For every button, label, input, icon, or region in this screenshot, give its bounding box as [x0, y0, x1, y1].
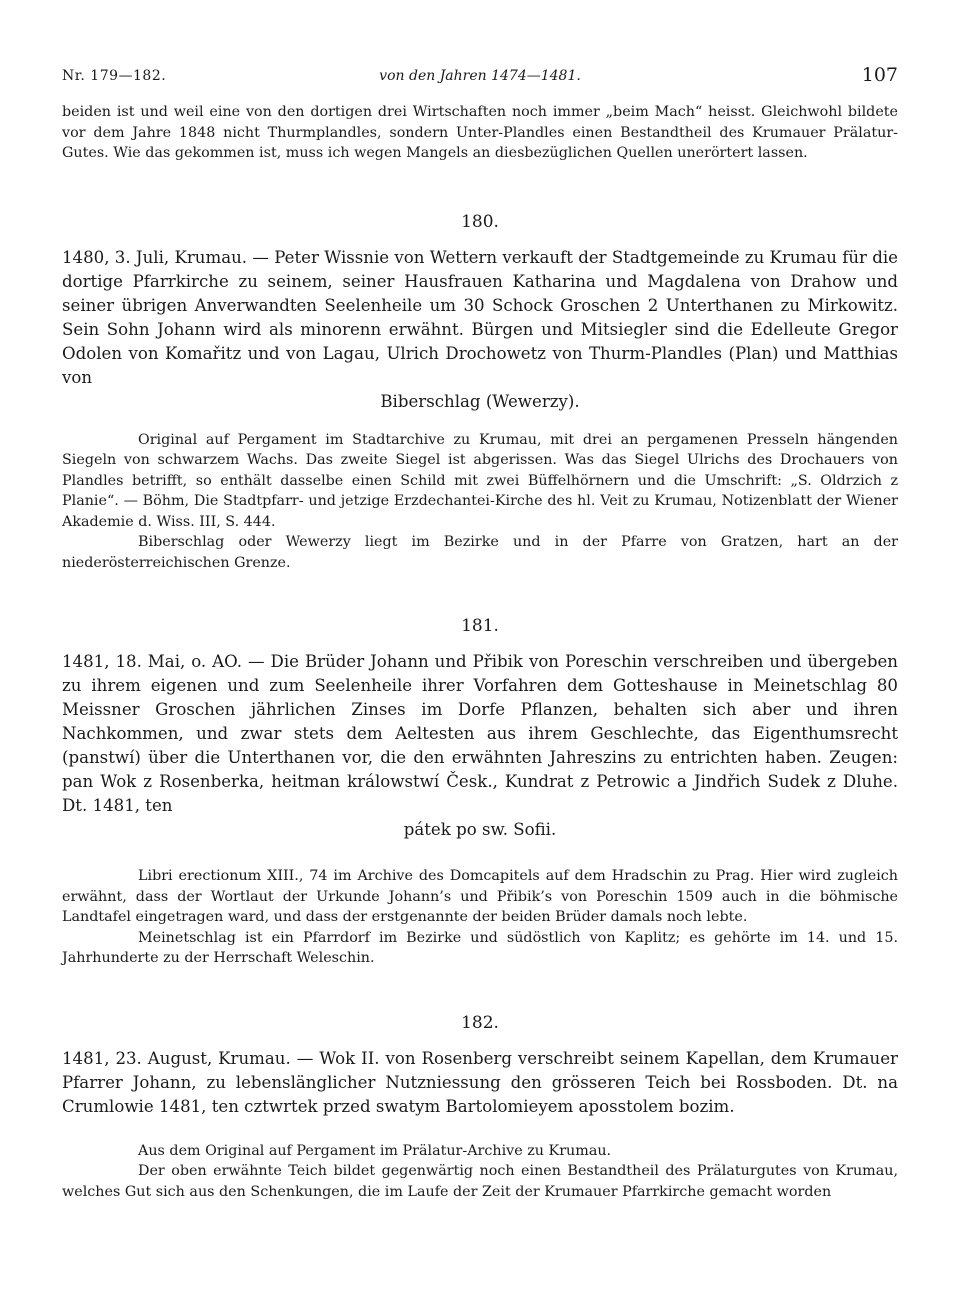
- document-180-text: 1480, 3. Juli, Krumau. — Peter Wissnie von Wettern verkauft der Stadtgemeinde zu Krumau für die dortige Pfarrkirche zu seinem, seiner Hausfrauen Katharina und Magdalena von Drahow und seiner übrigen Anverwandten Seelenheile um 30 Schock Groschen 2 Unterthanen zu Mirkowitz. Sein Sohn Johann wird als minorenn erwähnt. Bürgen und Mitsiegler sind die Edelleute Gregor Odolen von Komařitz und von Lagau, Ulrich Drochowetz von Thurm-Plandles (Plan) und Matthias von: [62, 247, 898, 387]
- running-header: [62, 62, 898, 88]
- document-182-note-source: Aus dem Original auf Pergament im Prälatur-Archive zu Krumau.: [138, 1142, 612, 1159]
- document-181-body: [62, 650, 898, 842]
- document-181-note-place: Meinetschlag ist ein Pfarrdorf im Bezirke und südöstlich von Kaplitz; es gehörte im 14. und 15. Jahrhunderte zu der Herrschaft Weleschin.: [62, 929, 898, 966]
- document-182-note-continued: Der oben erwähnte Teich bildet gegenwärtig noch einen Bestandtheil des Prälaturgutes von Krumau, welches Gut sich aus den Schenkungen, die im Laufe der Zeit der Krumauer Pfarrkirche gemacht worden: [62, 1163, 898, 1200]
- document-180-note-place: Biberschlag oder Wewerzy liegt im Bezirke und in der Pfarre von Gratzen, hart an der niederösterreichischen Grenze.: [62, 534, 898, 571]
- header-title: von den Jahren 1474—1481.: [379, 68, 581, 84]
- document-181-text-end: pátek po sw. Sofii.: [403, 820, 557, 839]
- document-page: [62, 62, 898, 1202]
- header-doc-range: Nr. 179—182.: [62, 68, 167, 84]
- document-182-body: 1481, 23. August, Krumau. — Wok II. von Rosenberg verschreibt seinem Kapellan, dem Krumauer Pfarrer Johann, zu lebenslänglicher Nutzniessung den grösseren Teich bei Rossboden. Dt. na Crumlowie 1481, ten cztwrtek przed swatym Bartolomieyem aposstolem bozim.: [62, 1048, 898, 1116]
- intro-paragraph: beiden ist und weil eine von den dortigen drei Wirtschaften noch immer „beim Mach“ heisst. Gleichwohl bildete vor dem Jahre 1848 nicht Thurmplandles, sondern Unter-Plandles einen Bestandtheil des Krumauer Prälatur-Gutes. Wie das gekommen ist, muss ich wegen Mangels an diesbezüglichen Quellen unerörtert lassen.: [62, 104, 898, 161]
- document-number-182: 182.: [461, 1012, 499, 1033]
- document-number-180: 180.: [461, 211, 499, 232]
- document-180-note-source: Original auf Pergament im Stadtarchive zu Krumau, mit drei an pergamenen Presseln hängenden Siegeln von schwarzem Wachs. Das zweite Siegel ist abgerissen. Was das Siegel Ulrichs des Drochauers von Plandles betrifft, so enthält dasselbe einen Schild mit zwei Büffelhörnern und die Umschrift: „S. Oldrzich z Planie“. — Böhm, Die Stadtpfarr- und jetzige Erzdechantei-Kirche des hl. Veit zu Krumau, Notizenblatt der Wiener Akademie d. Wiss. III, S. 444.: [62, 431, 898, 530]
- document-181-text: 1481, 18. Mai, o. AO. — Die Brüder Johann und Přibik von Poreschin verschreiben und übergeben zu ihrem eigenen und zum Seelenheile ihrer Vorfahren dem Gotteshause in Meinetschlag 80 Meissner Groschen jährlichen Zinses im Dorfe Pflanzen, behalten sich aber und ihren Nachkommen, und zwar stets dem Aeltesten aus ihrem Geschlechte, das Eigenthumsrecht (panstwí) über die Unterthanen vor, die den erwähnten Jahreszins zu entrichten haben. Zeugen: pan Wok z Rosenberka, heitman králowstwí Česk., Kundrat z Petrowic a Jindřich Sudek z Dluhe. Dt. 1481, ten: [62, 652, 898, 815]
- document-number-181: 181.: [461, 616, 499, 636]
- document-180-body: [62, 246, 898, 414]
- document-181-note-source: Libri erectionum XIII., 74 im Archive des Domcapitels auf dem Hradschin zu Prag. Hier wird zugleich erwähnt, dass der Wortlaut der Urkunde Johann’s und Přibik’s von Poreschin 1509 auch in die böhmische Landtafel eingetragen ward, und dass der erstgenannte der beiden Brüder damals noch lebte.: [62, 868, 898, 925]
- document-180-text-end: Biberschlag (Wewerzy).: [380, 391, 580, 411]
- page-number: 107: [861, 64, 898, 86]
